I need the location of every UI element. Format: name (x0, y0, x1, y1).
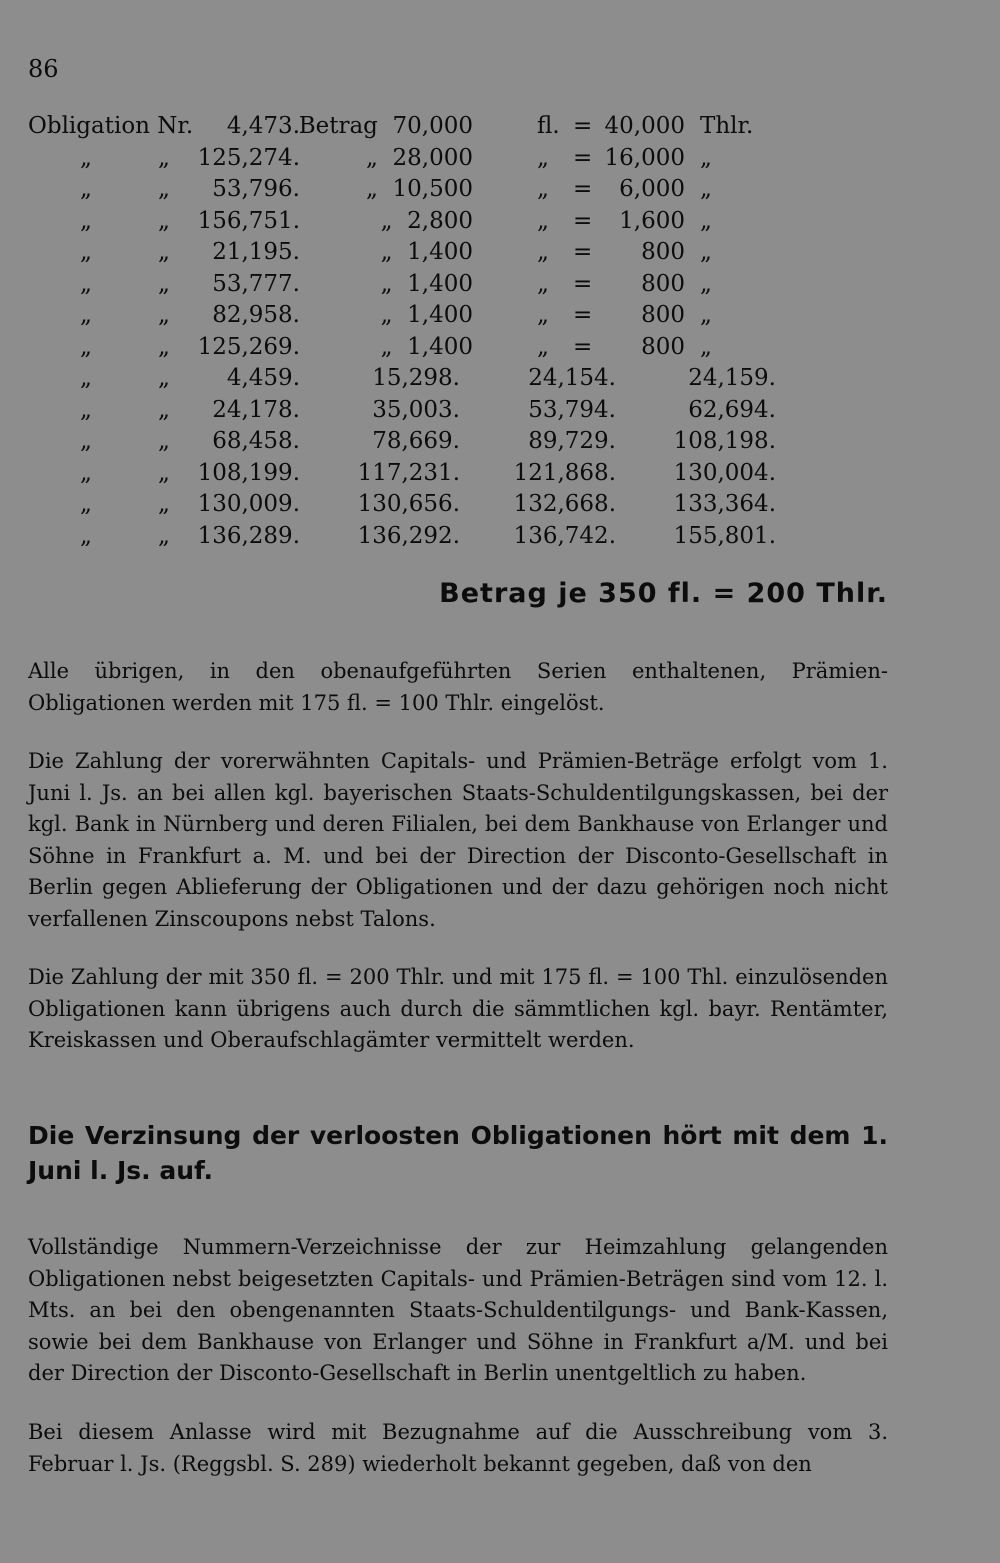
table-row (0, 362, 1000, 394)
thlr-unit: „ (700, 144, 712, 171)
ditto-mark: „ (80, 459, 92, 486)
ditto-mark: „ (80, 428, 92, 454)
ditto-mark: „ (158, 239, 170, 265)
obligation-number: 156,751. (197, 207, 300, 234)
obligation-number: 53,796. (212, 176, 300, 202)
obligation-label: Obligation Nr. (28, 113, 194, 139)
table-row (0, 394, 1000, 426)
table-row (0, 205, 1000, 237)
thlr-unit: „ (700, 239, 712, 265)
ditto-mark: „ (80, 302, 92, 328)
obligation-number: 133,364. (673, 491, 776, 517)
obligation-number: 132,668. (513, 491, 616, 517)
obligation-number: 136,289. (197, 522, 300, 549)
paragraph-announcement: Bei diesem Anlasse wird mit Bezugnahme auf die Ausschreibung vom 3. Februar l. Js. (Reggsbl. S. 289) wiederholt bekannt gegeben, daß von den (28, 1420, 888, 1476)
ditto-mark: „ (158, 396, 170, 423)
obligation-number: 125,269. (197, 333, 300, 360)
obligation-number: 4,473. (226, 113, 300, 139)
ditto-mark: „ (80, 207, 92, 234)
equals-sign: = (573, 176, 593, 202)
betrag-thlr: 1,600 (619, 207, 685, 234)
betrag-thlr: 800 (641, 239, 685, 265)
betrag-thlr: 800 (641, 333, 685, 360)
ditto-mark: „ (158, 207, 170, 234)
obligation-number: 53,777. (212, 270, 300, 297)
equals-sign: = (573, 207, 593, 234)
ditto-mark: „ (158, 333, 170, 360)
betrag-fl: „ 1,400 (380, 270, 473, 297)
obligation-number: 125,274. (197, 144, 300, 171)
obligation-number: 130,004. (673, 459, 776, 486)
ditto-mark: „ (80, 239, 92, 265)
betrag-thlr: 16,000 (604, 144, 685, 171)
betrag-fl: „ 10,500 (365, 176, 473, 202)
paragraph-number-lists: Vollständige Nummern-Verzeichnisse der zur Heimzahlung gelangenden Obligationen nebst beigesetzten Capitals- und Prämien-Beträgen sind vom 12. l. Mts. an bei den obengenannten Staats-Schuldentilgungs- und Bank-Kassen, sowie bei dem Bankhause von Erlanger und Söhne in Frankfurt a/M. und bei der Direction der Disconto-Gesellschaft in Berlin unentgeltlich zu haben. (28, 1235, 888, 1385)
thlr-unit: „ (700, 302, 712, 328)
page-number: 86 (28, 55, 59, 83)
table-row (0, 299, 1000, 331)
table-row (0, 457, 1000, 489)
obligation-number: 136,742. (513, 522, 616, 549)
obligation-number: 130,009. (197, 491, 300, 517)
ditto-mark: „ (158, 365, 170, 391)
obligation-number: 89,729. (528, 428, 616, 454)
interest-stop-heading: Die Verzinsung der verloosten Obligationen hört mit dem 1. Juni l. Js. auf. (28, 1121, 888, 1185)
thlr-unit: „ (700, 207, 712, 234)
equals-sign: = (573, 239, 593, 265)
ditto-mark: „ (80, 333, 92, 360)
betrag-thlr: 800 (641, 270, 685, 297)
obligation-number: 117,231. (357, 459, 460, 486)
betrag-fl: „ 2,800 (380, 207, 473, 234)
table-row (0, 425, 1000, 457)
betrag-fl: „ 1,400 (380, 239, 473, 265)
ditto-mark: „ (80, 176, 92, 202)
ditto-mark: „ (158, 302, 170, 328)
obligation-number: 53,794. (528, 396, 616, 423)
fl-unit: „ (537, 333, 549, 360)
fl-unit: „ (537, 302, 549, 328)
obligation-number: 4,459. (226, 365, 300, 391)
betrag-fl: „ 28,000 (365, 144, 473, 171)
obligation-number: 24,178. (212, 396, 300, 423)
thlr-unit: „ (700, 270, 712, 297)
paragraph-payment-locations: Die Zahlung der vorerwähnten Capitals- und Prämien-Beträge erfolgt vom 1. Juni l. Js. an bei allen kgl. bayerischen Staats-Schuldentilgungskassen, bei der kgl. Bank in Nürnberg und deren Filialen, bei dem Bankhause von Erlanger und Söhne in Frankfurt a. M. und bei der Direction der Disconto-Gesellschaft in Berlin gegen Ablieferung der Obligationen und der dazu gehörigen noch nicht verfallenen Zinscoupons nebst Talons. (28, 749, 888, 931)
paragraph-payment-alternatives: Die Zahlung der mit 350 fl. = 200 Thlr. und mit 175 fl. = 100 Thl. einzulösenden Obligationen kann übrigens auch durch die sämmtlichen kgl. bayr. Rentämter, Kreiskassen und Oberaufschlagämter vermittelt werden. (28, 965, 888, 1052)
obligation-number: 136,292. (357, 522, 460, 549)
obligation-number: 155,801. (673, 522, 776, 549)
table-row (0, 520, 1000, 552)
equals-sign: = (573, 302, 593, 328)
betrag-fl: „ 1,400 (380, 302, 473, 328)
ditto-mark: „ (158, 428, 170, 454)
obligation-number: 35,003. (372, 396, 460, 423)
table-row (0, 142, 1000, 174)
equals-sign: = (573, 333, 593, 360)
obligation-number: 130,656. (357, 491, 460, 517)
betrag-fl: Betrag 70,000 (298, 113, 473, 139)
table-row (0, 268, 1000, 300)
ditto-mark: „ (80, 365, 92, 391)
ditto-mark: „ (80, 522, 92, 549)
fl-unit: „ (537, 207, 549, 234)
ditto-mark: „ (158, 144, 170, 171)
obligation-number: 62,694. (688, 396, 776, 423)
obligation-number: 68,458. (212, 428, 300, 454)
betrag-thlr: 40,000 (604, 113, 685, 139)
table-row (0, 331, 1000, 363)
thlr-unit: Thlr. (700, 113, 754, 139)
obligation-number: 78,669. (372, 428, 460, 454)
ditto-mark: „ (158, 522, 170, 549)
obligation-number: 24,159. (688, 365, 776, 391)
ditto-mark: „ (80, 270, 92, 297)
obligation-number: 121,868. (513, 459, 616, 486)
equals-sign: = (573, 113, 593, 139)
table-row (0, 236, 1000, 268)
equals-sign: = (573, 270, 593, 297)
fl-unit: „ (537, 270, 549, 297)
thlr-unit: „ (700, 176, 712, 202)
ditto-mark: „ (80, 144, 92, 171)
fl-unit: „ (537, 239, 549, 265)
table-row (0, 173, 1000, 205)
equals-sign: = (573, 144, 593, 171)
thlr-unit: „ (700, 333, 712, 360)
ditto-mark: „ (80, 491, 92, 517)
obligation-number: 21,195. (212, 239, 300, 265)
fl-unit: fl. (537, 113, 560, 139)
obligation-number: 82,958. (212, 302, 300, 328)
fl-unit: „ (537, 144, 549, 171)
betrag-fl: „ 1,400 (380, 333, 473, 360)
ditto-mark: „ (158, 270, 170, 297)
table-row (0, 110, 1000, 142)
obligation-number: 108,198. (673, 428, 776, 454)
ditto-mark: „ (80, 396, 92, 423)
ditto-mark: „ (158, 459, 170, 486)
betrag-thlr: 6,000 (619, 176, 685, 202)
betrag-thlr: 800 (641, 302, 685, 328)
ditto-mark: „ (158, 491, 170, 517)
obligation-number: 108,199. (197, 459, 300, 486)
obligation-number: 15,298. (372, 365, 460, 391)
table-summary: Betrag je 350 fl. = 200 Thlr. (439, 578, 888, 609)
obligation-number: 24,154. (528, 365, 616, 391)
paragraph-remaining-obligations: Alle übrigen, in den obenaufgeführten Serien enthaltenen, Prämien-Obligationen werden mit 175 fl. = 100 Thlr. eingelöst. (28, 659, 888, 715)
table-row (0, 488, 1000, 520)
ditto-mark: „ (158, 176, 170, 202)
fl-unit: „ (537, 176, 549, 202)
